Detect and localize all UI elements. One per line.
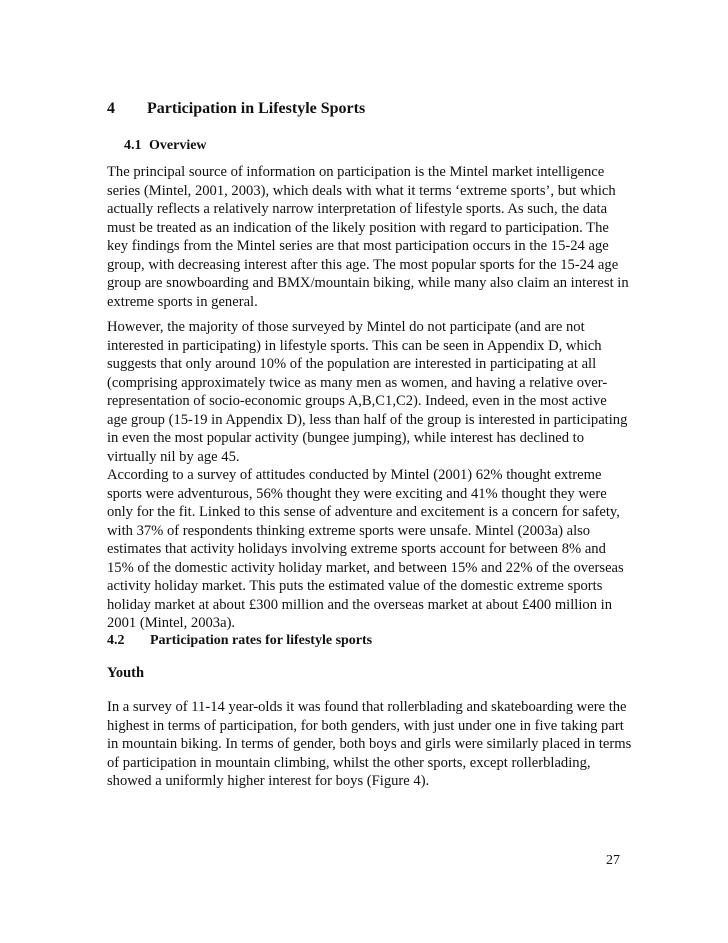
text-line: virtually nil by age 45. <box>107 448 240 465</box>
text-line: series (Mintel, 2001, 2003), which deals with what it terms ‘extreme sports’, but which <box>107 182 616 199</box>
text-line: The principal source of information on participation is the Mintel market intelligence <box>107 164 605 180</box>
subheading-youth: Youth <box>107 665 145 681</box>
text-line: According to a survey of attitudes conducted by Mintel (2001) 62% thought extreme <box>107 467 602 483</box>
text-line: highest in terms of participation, for both genders, with just under one in five taking part <box>107 717 624 734</box>
text-line: holiday market at about £300 million and the overseas market at about £400 million in <box>107 596 612 613</box>
section-title: Participation in Lifestyle Sports <box>147 100 366 117</box>
text-line: In a survey of 11-14 year-olds it was found that rollerblading and skateboarding were the <box>107 699 627 715</box>
subsection-title: Participation rates for lifestyle sports <box>150 633 373 648</box>
text-line: in even the most popular activity (bungee jumping), while interest has declined to <box>107 430 585 446</box>
text-line: actually reflects a relatively narrow interpretation of lifestyle sports. As such, the data <box>107 201 608 217</box>
paragraph-youth <box>107 698 632 791</box>
text-line: representation of socio-economic groups A,B,C1,C2). Indeed, even in the most active <box>107 393 607 409</box>
text-line: extreme sports in general. <box>107 293 258 310</box>
subsection-title: Overview <box>149 138 207 153</box>
text-line: suggests that only around 10% of the population are interested in participating at all <box>107 356 597 372</box>
paragraph-overview-2 <box>107 318 627 466</box>
text-line: showed a uniformly higher interest for boys (Figure 4). <box>107 773 430 789</box>
paragraph-overview-3 <box>107 466 627 633</box>
text-line: (comprising approximately twice as many men as women, and having a relative over- <box>107 374 608 391</box>
text-line: only for the fit. Linked to this sense of adventure and excitement is a concern for safety, <box>107 504 620 520</box>
text-line: 15% of the domestic activity holiday market, and between 15% and 22% of the overseas <box>107 559 624 576</box>
text-line: with 37% of respondents thinking extreme sports were unsafe. Mintel (2003a) also <box>107 522 591 539</box>
section-number: 4 <box>107 100 115 117</box>
text-line: key findings from the Mintel series are that most participation occurs in the 15-24 age <box>107 238 609 254</box>
subsection-number: 4.1 <box>124 138 142 153</box>
page-number: 27 <box>606 853 620 868</box>
text-line: group, with decreasing interest after this age. The most popular sports for the 15-24 age <box>107 256 619 273</box>
text-line: must be treated as an indication of the likely position with regard to participation. The <box>107 219 609 236</box>
subsection-heading-participation-rates <box>107 633 372 649</box>
text-line: However, the majority of those surveyed by Mintel do not participate (and are not <box>107 319 585 335</box>
text-line: interested in participating) in lifestyle sports. This can be seen in Appendix D, which <box>107 337 602 354</box>
text-line: of participation in mountain climbing, whilst the other sports, except rollerblading, <box>107 754 591 771</box>
section-heading <box>107 100 365 118</box>
text-line: group are snowboarding and BMX/mountain biking, while many also claim an interest in <box>107 275 629 291</box>
text-line: 2001 (Mintel, 2003a). <box>107 615 236 631</box>
text-line: age group (15-19 in Appendix D), less than half of the group is interested in participating <box>107 411 628 428</box>
subsection-number: 4.2 <box>107 633 125 648</box>
text-line: sports were adventurous, 56% thought they were exciting and 41% thought they were <box>107 485 607 502</box>
text-line: activity holiday market. This puts the estimated value of the domestic extreme sports <box>107 578 603 594</box>
text-line: estimates that activity holidays involving extreme sports account for between 8% and <box>107 541 606 557</box>
paragraph-overview-1 <box>107 163 627 311</box>
subsection-heading-overview <box>124 138 207 154</box>
text-line: in mountain biking. In terms of gender, both boys and girls were similarly placed in terms <box>107 736 632 752</box>
